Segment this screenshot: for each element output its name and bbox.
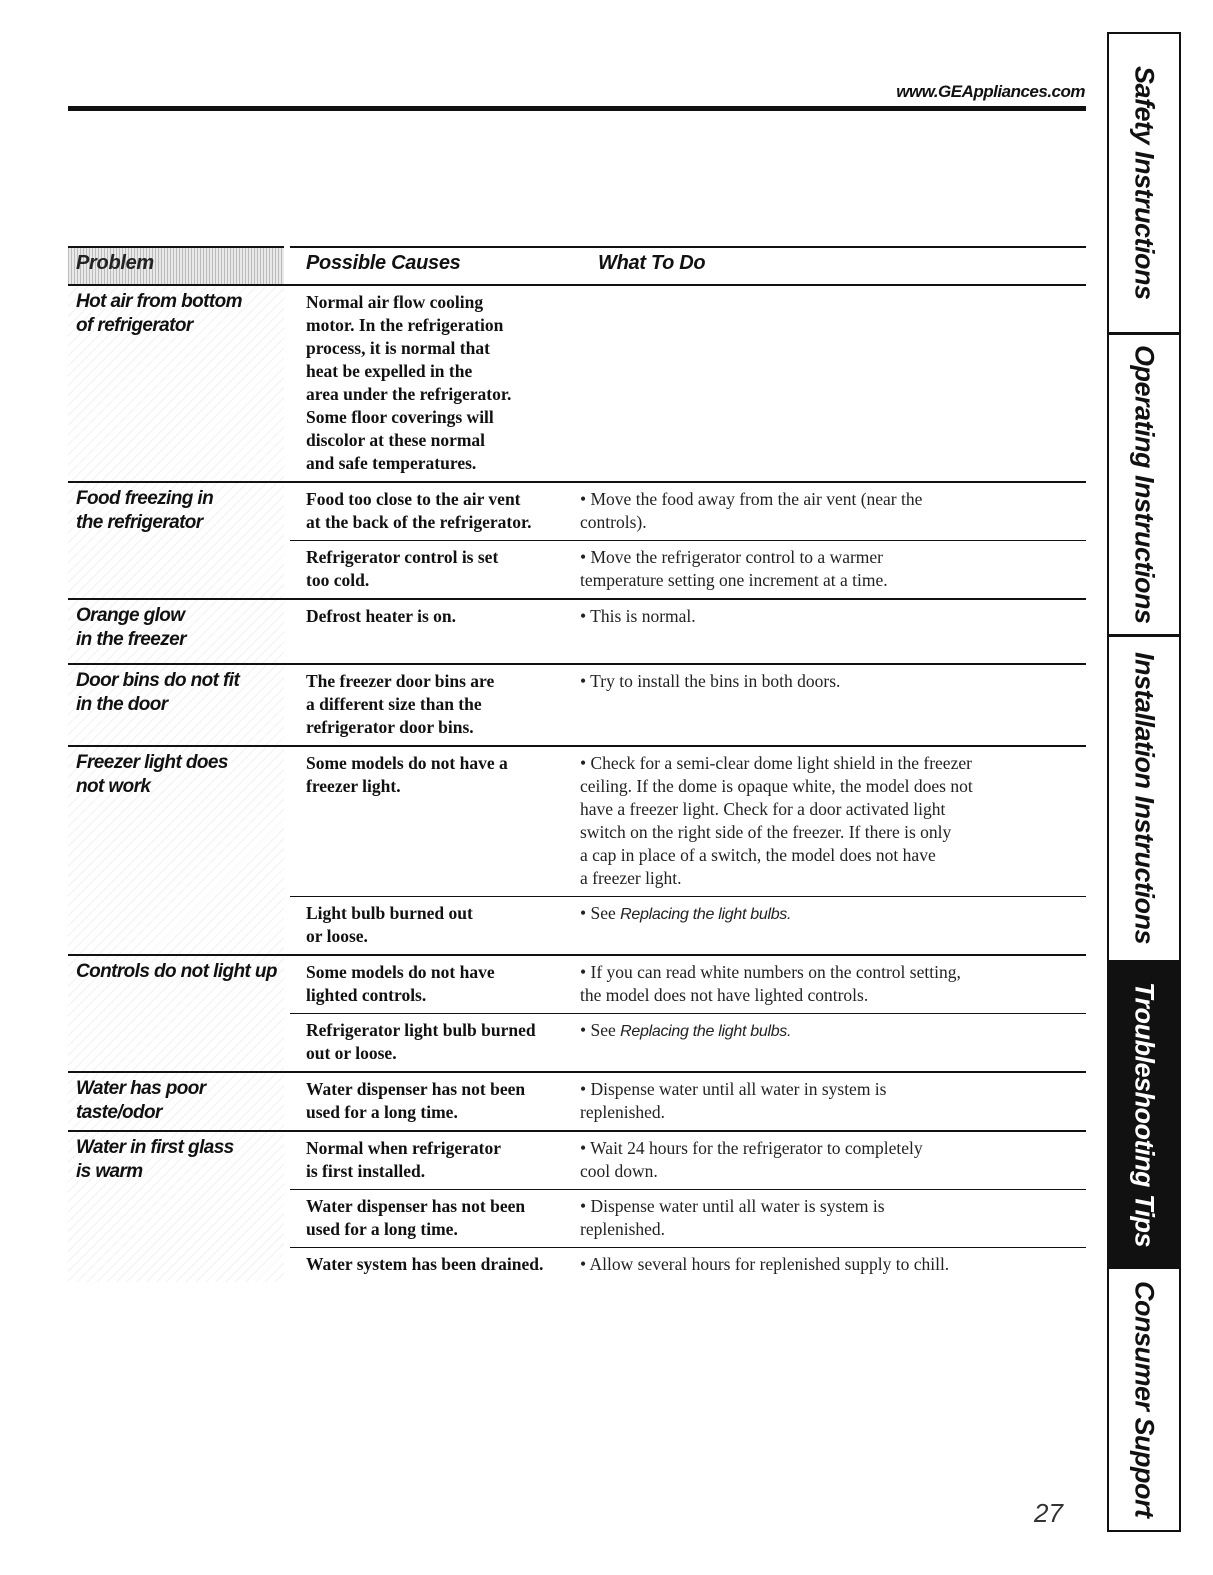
todo-text: • Wait 24 hours for the refrigerator to completely cool down. xyxy=(580,1138,923,1181)
todo-text: • This is normal. xyxy=(580,606,696,626)
page-number: 27 xyxy=(1034,1498,1063,1528)
table-row xyxy=(290,896,1086,954)
tab-safety-instructions[interactable]: Safety Instructions xyxy=(1129,66,1160,300)
problem-group xyxy=(68,747,1086,956)
todo-text: • Move the food away from the air vent (near the controls). xyxy=(580,489,923,532)
problem-label: Orange glow in the freezer xyxy=(68,600,284,663)
table-row xyxy=(290,1073,1086,1130)
section-tabs xyxy=(1107,32,1181,1532)
problem-label: Water in first glass is warm xyxy=(68,1132,284,1282)
cause-text: Defrost heater is on. xyxy=(306,606,457,626)
table-header xyxy=(68,246,1086,286)
causes-header: Possible Causes xyxy=(306,252,461,274)
table-row xyxy=(290,483,1086,540)
problem-group xyxy=(68,600,1086,665)
tab-installation-instructions[interactable]: Installation Instructions xyxy=(1109,634,1179,960)
cause-text: Light bulb burned out or loose. xyxy=(306,903,473,946)
table-row xyxy=(290,747,1086,896)
cause-text: Food too close to the air vent at the back of the refrigerator. xyxy=(306,489,532,532)
cause-text: Normal air flow cooling motor. In the refrigeration process, it is normal that heat be expelled in the area under the refrigerator. Some floor coverings will discolor at these normal and safe temperatures. xyxy=(306,292,512,473)
troubleshooting-table xyxy=(68,246,1086,1282)
table-row xyxy=(290,665,1086,745)
problem-label: Controls do not light up xyxy=(68,956,284,1071)
todo-header: What To Do xyxy=(598,252,706,274)
table-row xyxy=(290,286,1086,481)
cause-text: Normal when refrigerator is first installed. xyxy=(306,1138,502,1181)
todo-text: • Dispense water until all water in system is replenished. xyxy=(580,1079,887,1122)
table-row xyxy=(290,540,1086,598)
cause-text: Water dispenser has not been used for a long time. xyxy=(306,1079,526,1122)
problem-group xyxy=(68,1132,1086,1282)
table-row xyxy=(290,1132,1086,1189)
todo-text: • Dispense water until all water is system is replenished. xyxy=(580,1196,885,1239)
problem-label: Food freezing in the refrigerator xyxy=(68,483,284,598)
problem-group xyxy=(68,1073,1086,1132)
problem-group xyxy=(68,956,1086,1073)
table-row xyxy=(290,600,1086,663)
cause-text: Water dispenser has not been used for a long time. xyxy=(306,1196,526,1239)
problem-group xyxy=(68,483,1086,600)
todo-text: • See Replacing the light bulbs. xyxy=(580,903,792,923)
todo-text: • Allow several hours for replenished supply to chill. xyxy=(580,1254,950,1274)
cause-text: Refrigerator light bulb burned out or loose. xyxy=(306,1020,536,1063)
todo-text xyxy=(580,291,1086,475)
table-row xyxy=(290,956,1086,1013)
problem-header: Problem xyxy=(76,252,154,274)
tab-troubleshooting-tips[interactable]: Troubleshooting Tips xyxy=(1109,960,1179,1266)
header-rule xyxy=(68,106,1086,111)
todo-text: • Try to install the bins in both doors. xyxy=(580,671,841,691)
cause-text: Refrigerator control is set too cold. xyxy=(306,547,499,590)
todo-text: • Check for a semi-clear dome light shield in the freezer ceiling. If the dome is opaque white, the model does not have a freezer light. Check for a door activated light switch on the right side of the freezer. If there is only a cap in place of a switch, the model does not have a freezer light. xyxy=(580,753,973,888)
todo-text: • See Replacing the light bulbs. xyxy=(580,1020,792,1040)
cause-text: Water system has been drained. xyxy=(306,1254,544,1274)
problem-group xyxy=(68,665,1086,747)
problem-label: Hot air from bottom of refrigerator xyxy=(68,286,284,481)
site-url: www.GEAppliances.com xyxy=(896,82,1085,101)
table-row xyxy=(290,1247,1086,1282)
cause-text: Some models do not have lighted controls. xyxy=(306,962,495,1005)
see-reference: Replacing the light bulbs. xyxy=(620,906,792,923)
cause-text: The freezer door bins are a different size than the refrigerator door bins. xyxy=(306,671,495,737)
cause-text: Some models do not have a freezer light. xyxy=(306,753,508,796)
tab-consumer-support[interactable]: Consumer Support xyxy=(1109,1266,1179,1530)
todo-text: • Move the refrigerator control to a warmer temperature setting one increment at a time. xyxy=(580,547,888,590)
tab-operating-instructions[interactable]: Operating Instructions xyxy=(1109,332,1179,634)
problem-label: Door bins do not fit in the door xyxy=(68,665,284,745)
see-reference: Replacing the light bulbs. xyxy=(620,1023,792,1040)
table-row xyxy=(290,1013,1086,1071)
problem-label: Freezer light does not work xyxy=(68,747,284,954)
todo-text: • If you can read white numbers on the control setting, the model does not have lighted controls. xyxy=(580,962,961,1005)
problem-label: Water has poor taste/odor xyxy=(68,1073,284,1130)
problem-group xyxy=(68,286,1086,483)
table-row xyxy=(290,1189,1086,1247)
